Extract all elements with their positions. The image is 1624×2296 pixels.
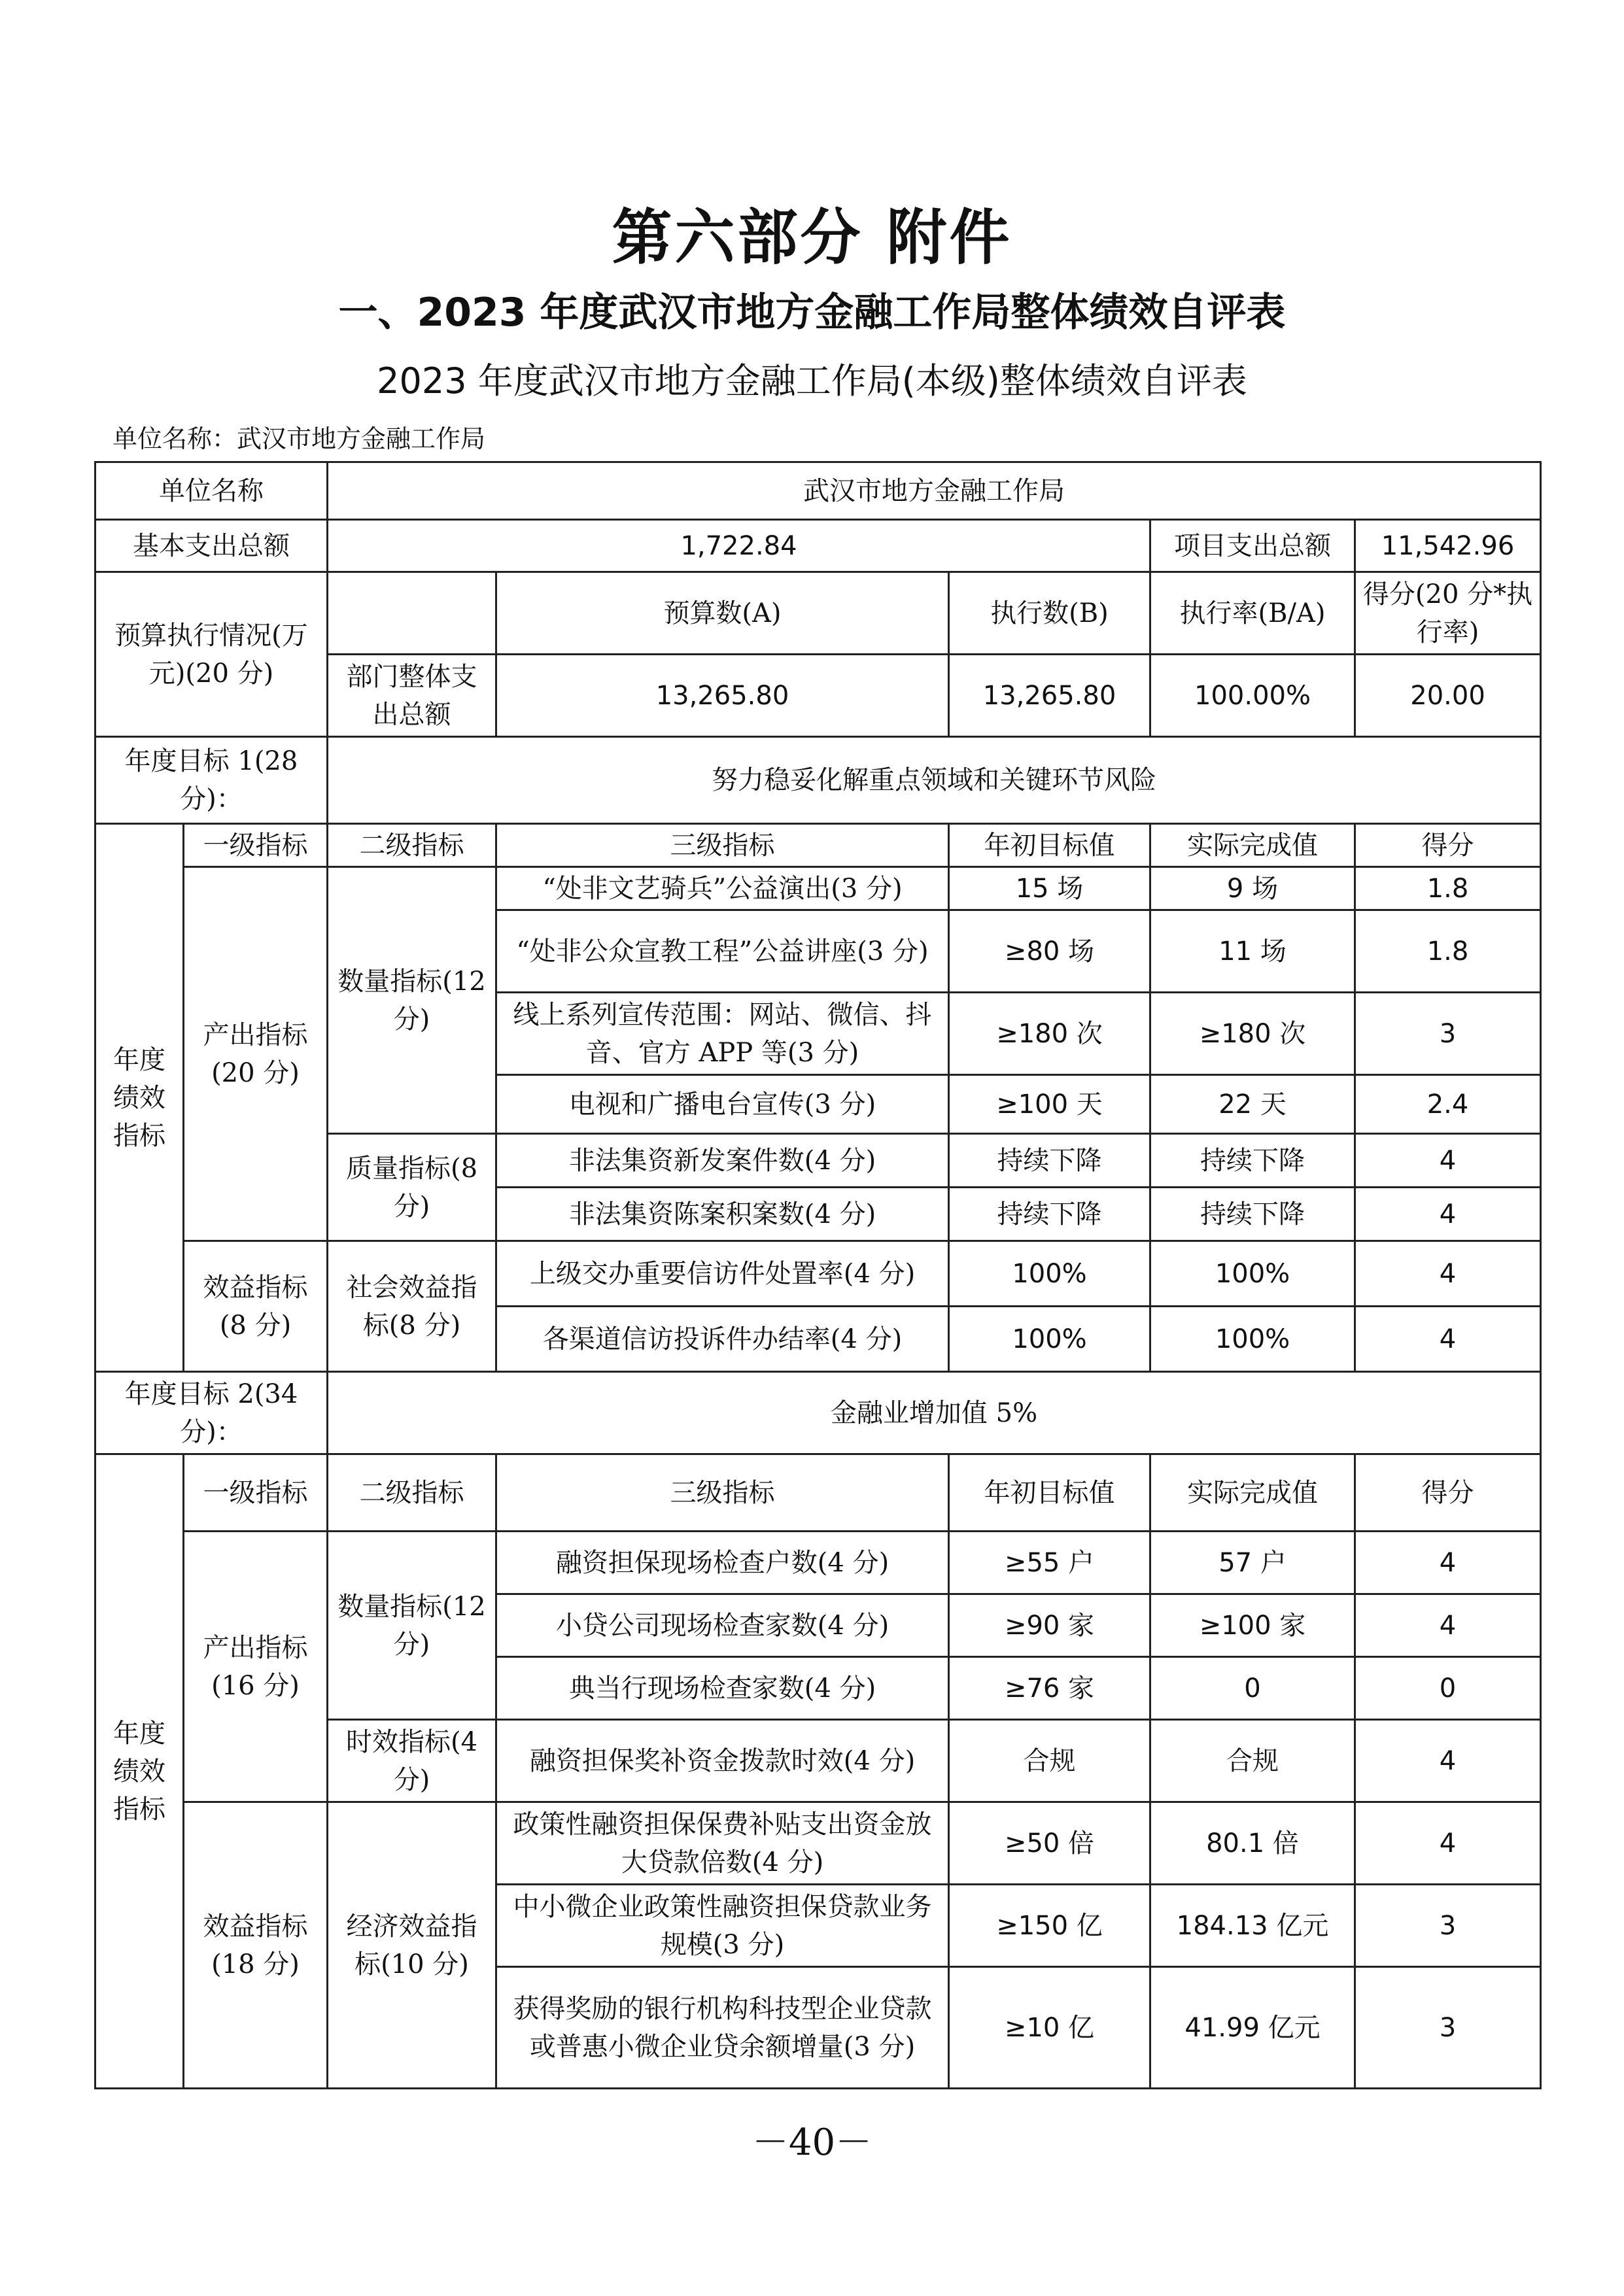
- unit-row: [95, 462, 1541, 520]
- indicator-name: 获得奖励的银行机构科技型企业贷款或普惠小微企业贷余额增量(3 分): [496, 1967, 949, 2089]
- goal2-l2-time: 时效指标(4 分): [328, 1720, 496, 1802]
- col-exec: 执行数(B): [949, 572, 1150, 655]
- expense-row: [95, 520, 1541, 572]
- actual-value: 184.13 亿元: [1150, 1885, 1355, 1967]
- goal1-label: 年度目标 1(28 分)：: [95, 737, 328, 824]
- score: 4: [1355, 1802, 1541, 1885]
- target-value: ≥100 天: [949, 1075, 1150, 1134]
- indicator-name: “处非公众宣教工程”公益讲座(3 分): [496, 910, 949, 993]
- target-value: ≥10 亿: [949, 1967, 1150, 2089]
- indicator-name: 非法集资陈案积案数(4 分): [496, 1188, 949, 1241]
- indicator-name: 各渠道信访投诉件办结率(4 分): [496, 1307, 949, 1372]
- goal1-l1-benefit: 效益指标(8 分): [184, 1241, 328, 1372]
- project-expense-label: 项目支出总额: [1150, 520, 1355, 572]
- indicator-name: 小贷公司现场检查家数(4 分): [496, 1594, 949, 1657]
- actual-value: 11 场: [1150, 910, 1355, 993]
- score: 3: [1355, 993, 1541, 1075]
- actual-value: 57 户: [1150, 1532, 1355, 1594]
- indicator-name: 融资担保奖补资金拨款时效(4 分): [496, 1720, 949, 1802]
- goal1-row: [95, 737, 1541, 824]
- basic-expense-value: 1,722.84: [328, 520, 1150, 572]
- indicator-name: 线上系列宣传范围：网站、微信、抖音、官方 APP 等(3 分): [496, 993, 949, 1075]
- rate-value: 100.00%: [1150, 655, 1355, 737]
- goal2-header-l1: 一级指标: [184, 1454, 328, 1532]
- actual-value: 22 天: [1150, 1075, 1355, 1134]
- actual-value: 持续下降: [1150, 1134, 1355, 1188]
- score: 4: [1355, 1134, 1541, 1188]
- budget-row-label: 部门整体支出总额: [328, 655, 496, 737]
- goal1-header-target: 年初目标值: [949, 824, 1150, 867]
- score: 3: [1355, 1885, 1541, 1967]
- goal2-header-row: [95, 1454, 1541, 1532]
- goal1-value: 努力稳妥化解重点领域和关键环节风险: [328, 737, 1541, 824]
- goal1-header-row: [95, 824, 1541, 867]
- score-value: 20.00: [1355, 655, 1541, 737]
- part-title: 第六部分 附件: [612, 202, 1012, 273]
- unit-label: 单位名称: [95, 462, 328, 520]
- target-value: ≥55 户: [949, 1532, 1150, 1594]
- actual-value: 80.1 倍: [1150, 1802, 1355, 1885]
- goal1-header-actual: 实际完成值: [1150, 824, 1355, 867]
- goal2-l2-economic: 经济效益指标(10 分): [328, 1802, 496, 2089]
- col-score: 得分(20 分*执行率): [1355, 572, 1541, 655]
- goal2-header-score: 得分: [1355, 1454, 1541, 1532]
- page-number: －40－: [752, 2121, 872, 2164]
- goal1-side-label: 年度绩效指标: [95, 824, 184, 1372]
- goal2-row: [95, 1372, 1541, 1454]
- indicator-name: 典当行现场检查家数(4 分): [496, 1657, 949, 1720]
- col-rate: 执行率(B/A): [1150, 572, 1355, 655]
- indicator-name: 中小微企业政策性融资担保贷款业务规模(3 分): [496, 1885, 949, 1967]
- goal1-l2-quality: 质量指标(8 分): [328, 1134, 496, 1241]
- goal2-side-label: 年度绩效指标: [95, 1454, 184, 2089]
- goal1-header-l2: 二级指标: [328, 824, 496, 867]
- goal2-header-l2: 二级指标: [328, 1454, 496, 1532]
- exec-value: 13,265.80: [949, 655, 1150, 737]
- target-value: 持续下降: [949, 1188, 1150, 1241]
- goal2-l2-quantity: 数量指标(12 分): [328, 1532, 496, 1720]
- target-value: ≥150 亿: [949, 1885, 1150, 1967]
- target-value: 持续下降: [949, 1134, 1150, 1188]
- actual-value: ≥100 家: [1150, 1594, 1355, 1657]
- goal2-header-target: 年初目标值: [949, 1454, 1150, 1532]
- target-value: 100%: [949, 1241, 1150, 1307]
- target-value: ≥90 家: [949, 1594, 1150, 1657]
- table-row: [95, 1241, 1541, 1307]
- target-value: ≥50 倍: [949, 1802, 1150, 1885]
- performance-table: [94, 461, 1542, 2089]
- indicator-name: 非法集资新发案件数(4 分): [496, 1134, 949, 1188]
- target-value: 合规: [949, 1720, 1150, 1802]
- score: 2.4: [1355, 1075, 1541, 1134]
- score: 0: [1355, 1657, 1541, 1720]
- score: 4: [1355, 1241, 1541, 1307]
- target-value: ≥76 家: [949, 1657, 1150, 1720]
- goal1-l2-quantity: 数量指标(12 分): [328, 867, 496, 1134]
- actual-value: 0: [1150, 1657, 1355, 1720]
- unit-value: 武汉市地方金融工作局: [328, 462, 1541, 520]
- score: 4: [1355, 1307, 1541, 1372]
- actual-value: 100%: [1150, 1307, 1355, 1372]
- target-value: ≥180 次: [949, 993, 1150, 1075]
- target-value: ≥80 场: [949, 910, 1150, 993]
- target-value: 15 场: [949, 867, 1150, 910]
- goal1-header-score: 得分: [1355, 824, 1541, 867]
- score: 4: [1355, 1188, 1541, 1241]
- score: 4: [1355, 1532, 1541, 1594]
- actual-value: 41.99 亿元: [1150, 1967, 1355, 2089]
- goal2-value: 金融业增加值 5%: [328, 1372, 1541, 1454]
- table-row: [95, 1802, 1541, 1885]
- col-budget: 预算数(A): [496, 572, 949, 655]
- score: 4: [1355, 1720, 1541, 1802]
- project-expense-value: 11,542.96: [1355, 520, 1541, 572]
- goal2-l1-benefit: 效益指标(18 分): [184, 1802, 328, 2089]
- indicator-name: 上级交办重要信访件处置率(4 分): [496, 1241, 949, 1307]
- actual-value: 9 场: [1150, 867, 1355, 910]
- budget-label: 预算执行情况(万元)(20 分): [95, 572, 328, 737]
- indicator-name: 融资担保现场检查户数(4 分): [496, 1532, 949, 1594]
- goal2-header-l3: 三级指标: [496, 1454, 949, 1532]
- score: 3: [1355, 1967, 1541, 2089]
- score: 1.8: [1355, 910, 1541, 993]
- goal2-l1-output: 产出指标(16 分): [184, 1532, 328, 1802]
- unit-line: 单位名称：武汉市地方金融工作局: [112, 424, 486, 453]
- goal1-header-l1: 一级指标: [184, 824, 328, 867]
- goal2-label: 年度目标 2(34 分)：: [95, 1372, 328, 1454]
- budget-value: 13,265.80: [496, 655, 949, 737]
- actual-value: ≥180 次: [1150, 993, 1355, 1075]
- actual-value: 100%: [1150, 1241, 1355, 1307]
- indicator-name: 政策性融资担保保费补贴支出资金放大贷款倍数(4 分): [496, 1802, 949, 1885]
- budget-header-row: [95, 572, 1541, 655]
- goal1-l2-social: 社会效益指标(8 分): [328, 1241, 496, 1372]
- table-row: [95, 867, 1541, 910]
- actual-value: 持续下降: [1150, 1188, 1355, 1241]
- target-value: 100%: [949, 1307, 1150, 1372]
- section-title: 一、2023 年度武汉市地方金融工作局整体绩效自评表: [338, 290, 1286, 335]
- indicator-name: 电视和广播电台宣传(3 分): [496, 1075, 949, 1134]
- goal1-header-l3: 三级指标: [496, 824, 949, 867]
- table-row: [95, 1532, 1541, 1594]
- score: 4: [1355, 1594, 1541, 1657]
- basic-expense-label: 基本支出总额: [95, 520, 328, 572]
- goal2-header-actual: 实际完成值: [1150, 1454, 1355, 1532]
- goal1-l1-output: 产出指标(20 分): [184, 867, 328, 1241]
- indicator-name: “处非文艺骑兵”公益演出(3 分): [496, 867, 949, 910]
- score: 1.8: [1355, 867, 1541, 910]
- budget-blank-cell: [328, 572, 496, 655]
- table-title: 2023 年度武汉市地方金融工作局(本级)整体绩效自评表: [377, 360, 1247, 402]
- actual-value: 合规: [1150, 1720, 1355, 1802]
